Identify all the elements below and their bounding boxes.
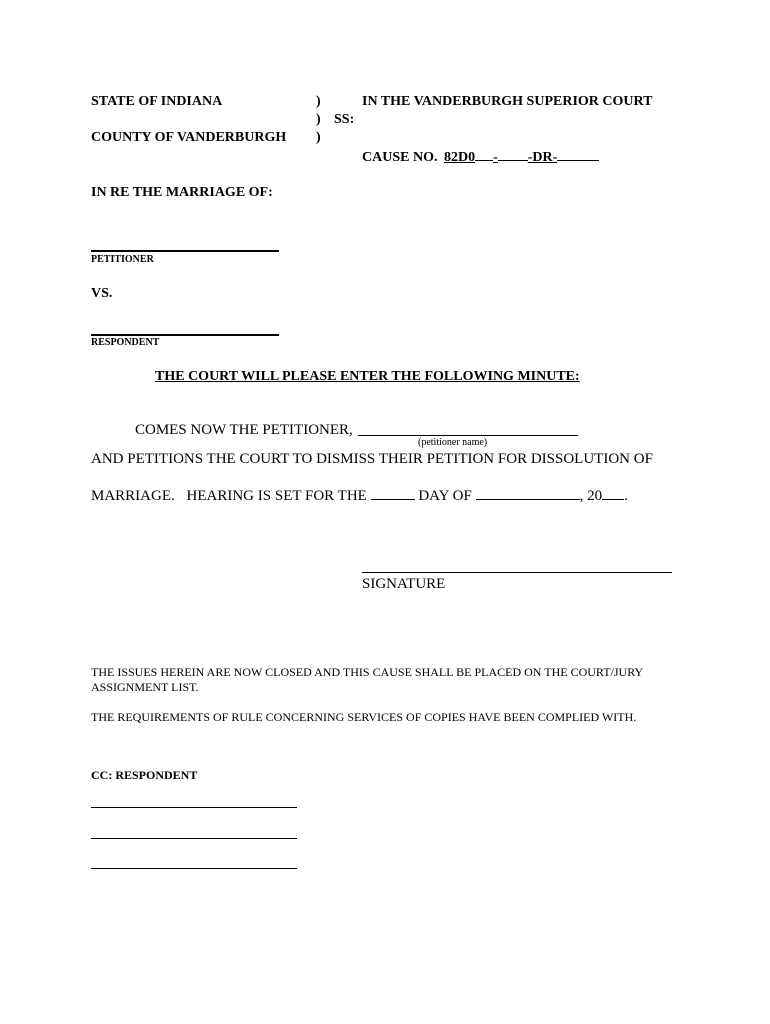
hearing-day-field[interactable] [371, 487, 415, 500]
cause-dash: - [493, 150, 498, 165]
cc-label: CC: RESPONDENT [91, 768, 198, 782]
cause-blank-1[interactable] [475, 148, 493, 161]
minute-heading: THE COURT WILL PLEASE ENTER THE FOLLOWING MINUTE: [155, 369, 580, 384]
petition-text: AND PETITIONS THE COURT TO DISMISS THEIR PETITION FOR DISSOLUTION OF [91, 451, 653, 467]
cc-line-1[interactable] [91, 807, 297, 808]
paren-3: ) [316, 130, 321, 145]
petitioner-label: PETITIONER [91, 254, 154, 265]
comes-now-text: COMES NOW THE PETITIONER, [135, 422, 353, 438]
requirements-text: THE REQUIREMENTS OF RULE CONCERNING SERVICES OF COPIES HAVE BEEN COMPLIED WITH. [91, 710, 637, 724]
ss-label: SS: [334, 112, 355, 127]
paren-1: ) [316, 94, 321, 109]
year-prefix: , 20 [579, 488, 603, 504]
petitioner-name-field[interactable] [358, 435, 578, 436]
court-name: IN THE VANDERBURGH SUPERIOR COURT [362, 94, 653, 109]
state-label: STATE OF INDIANA [91, 94, 223, 109]
cause-blank-3[interactable] [557, 148, 599, 161]
cause-prefix: 82D0 [443, 150, 476, 165]
issues-closed-line-2: ASSIGNMENT LIST. [91, 680, 199, 694]
hearing-line [91, 487, 628, 505]
cc-line-3[interactable] [91, 868, 297, 869]
hearing-year-field[interactable] [602, 487, 624, 500]
county-label: COUNTY OF VANDERBURGH [91, 130, 287, 145]
day-of-text: DAY OF [418, 488, 472, 504]
cc-line-2[interactable] [91, 838, 297, 839]
petitioner-line[interactable] [91, 250, 279, 252]
vs-label: VS. [91, 286, 113, 301]
signature-line[interactable] [362, 572, 672, 573]
issues-closed-line-1: THE ISSUES HEREIN ARE NOW CLOSED AND THIS CAUSE SHALL BE PLACED ON THE COURT/JURY [91, 665, 644, 679]
hearing-text: HEARING IS SET FOR THE [186, 488, 367, 504]
signature-label: SIGNATURE [362, 576, 446, 592]
marriage-text: MARRIAGE. [91, 488, 175, 504]
respondent-label: RESPONDENT [91, 337, 160, 348]
hearing-month-field[interactable] [476, 487, 580, 500]
petitioner-name-caption: (petitioner name) [418, 437, 488, 448]
in-re-heading: IN RE THE MARRIAGE OF: [91, 185, 273, 200]
period: . [624, 488, 628, 504]
paren-2: ) [316, 112, 321, 127]
cause-dr: -DR- [527, 150, 558, 165]
respondent-line[interactable] [91, 334, 279, 336]
cause-number [362, 148, 599, 166]
cause-label: CAUSE NO. [362, 150, 438, 165]
cause-blank-2[interactable] [498, 148, 528, 161]
